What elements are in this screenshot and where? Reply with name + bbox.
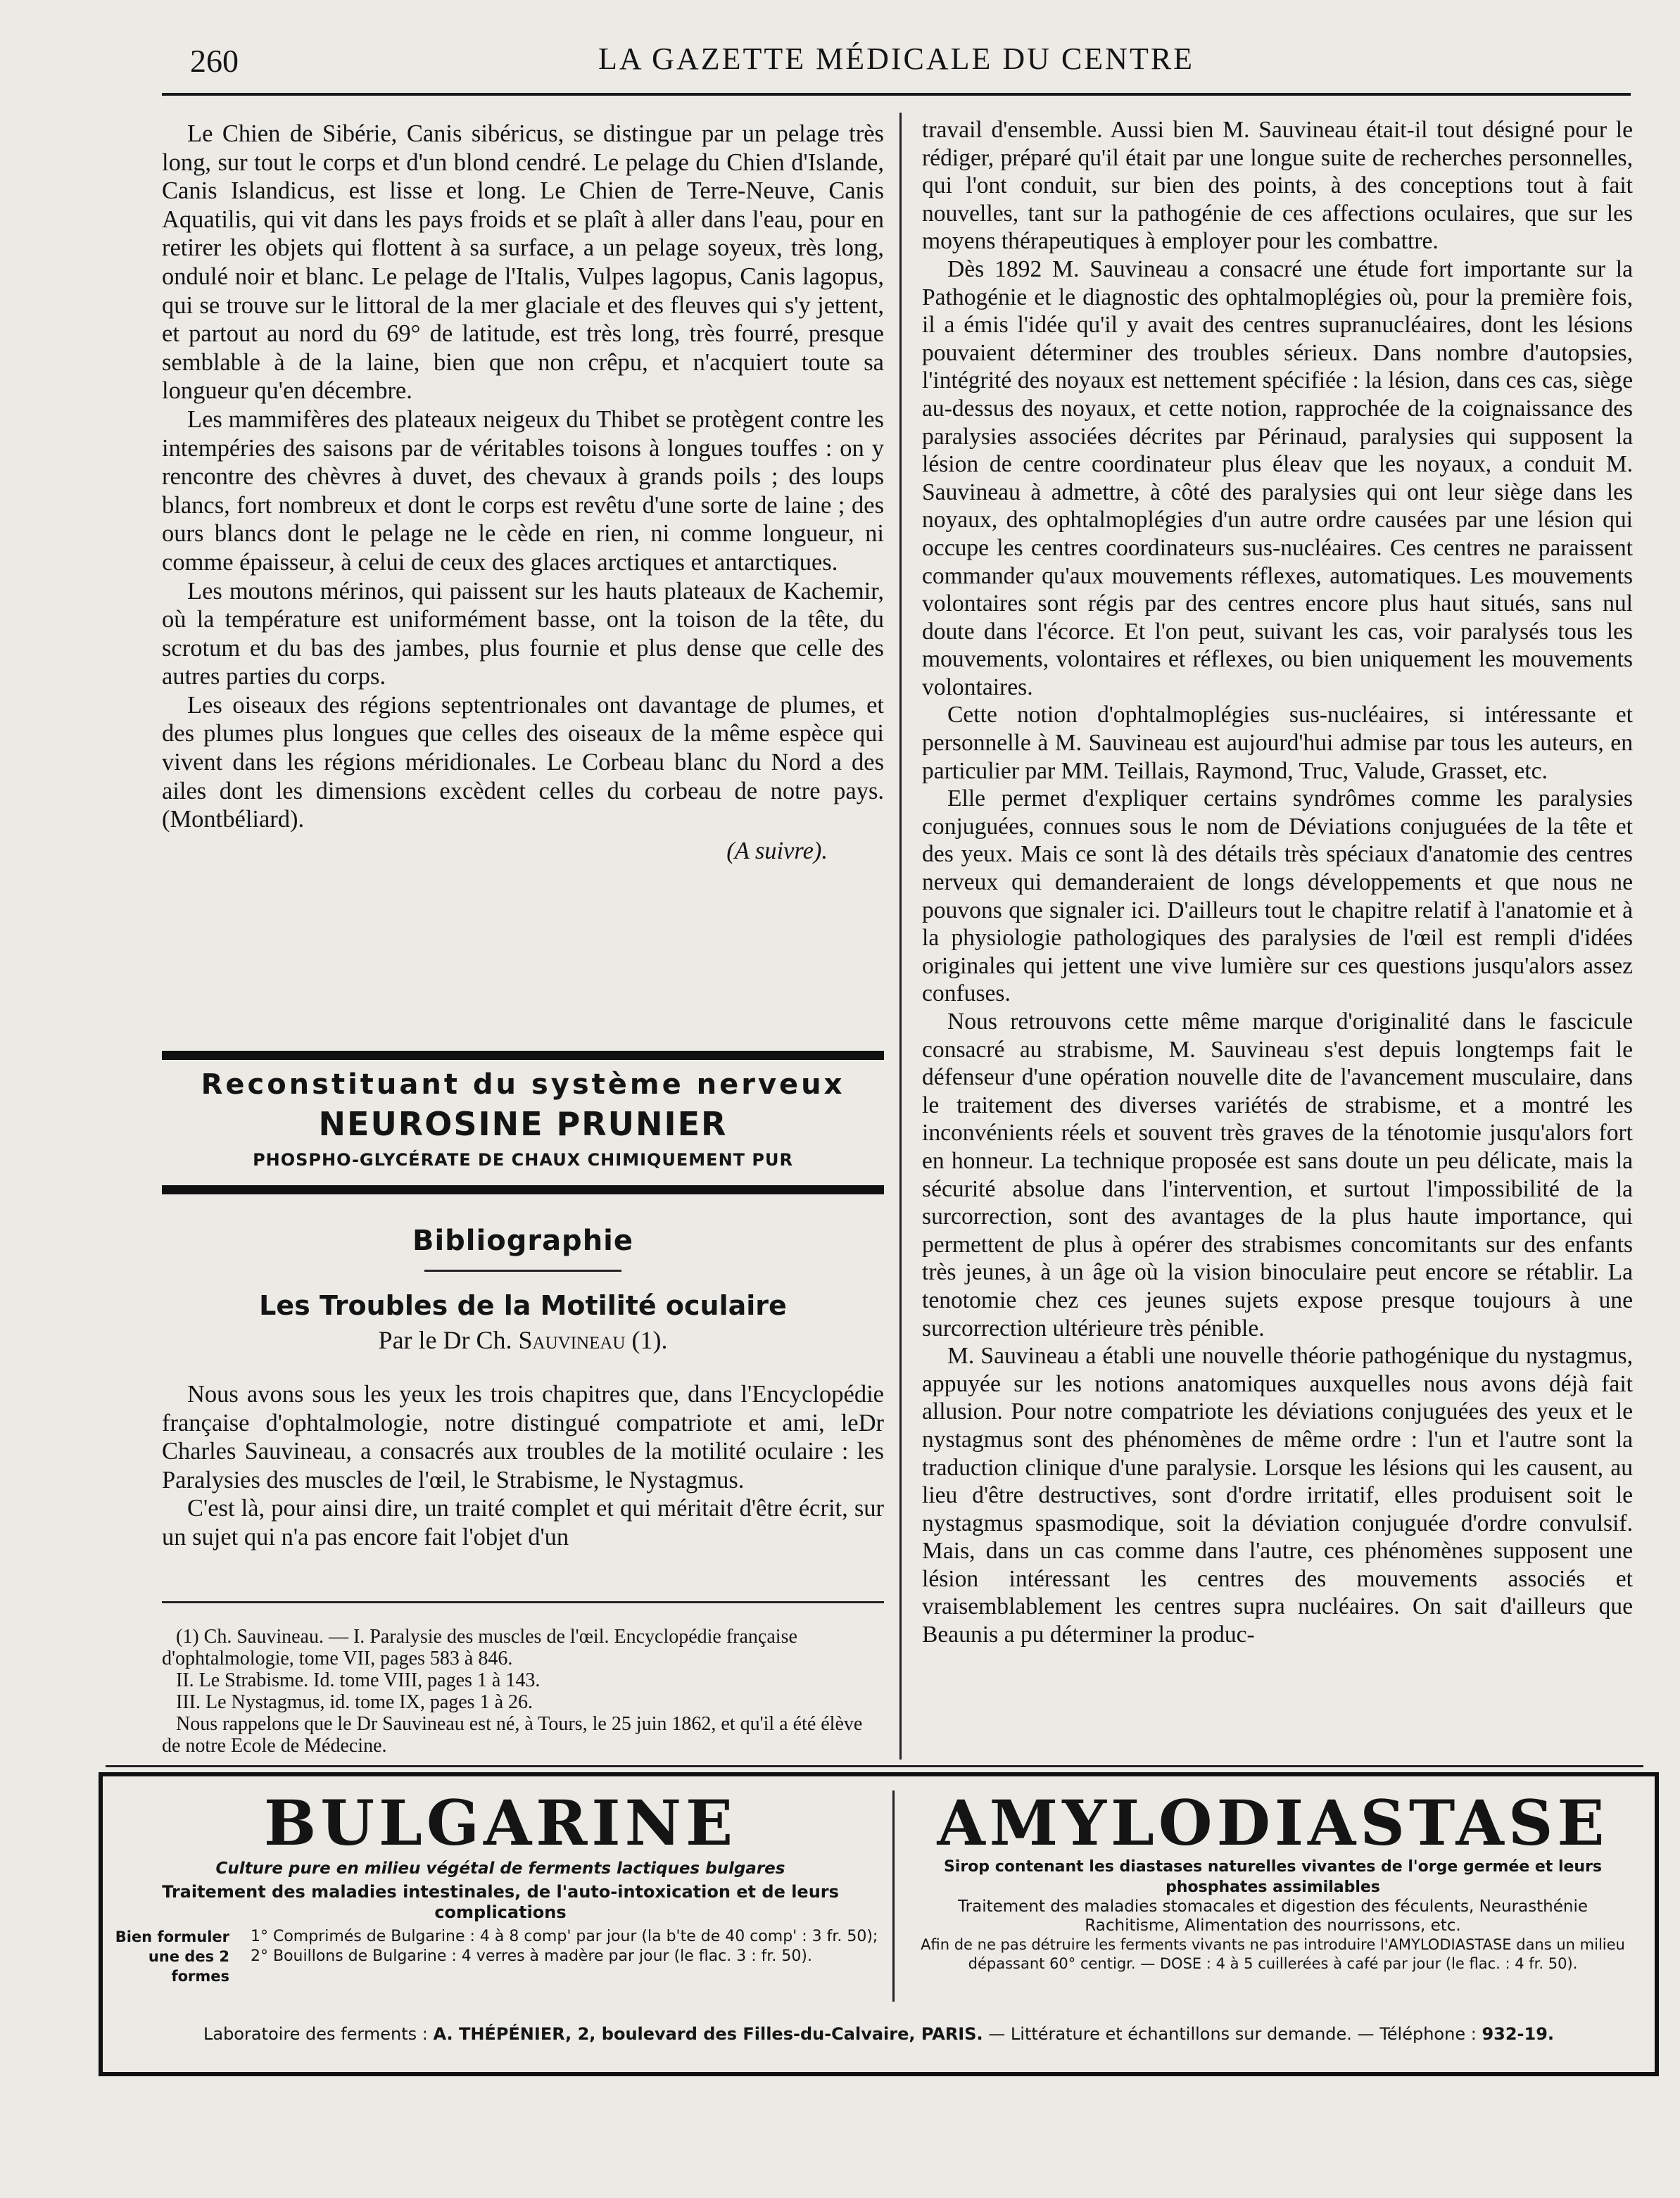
- article-paragraph: Les mammifères des plateaux neigeux du Thibet se protègent contre les intempéries des saisons par de véritables toisons à longues touffes : on y rencontre des chèvres à duvet, des chevaux à grands poils ; des loups blancs, fort nombreux et dont le corps est revêtu d'une sorte de laine ; des ours blancs dont le pelage ne le cède en rien, ni comme longueur, ni comme épaisseur, à celui de ceux des glaces arctiques et antarctiques.: [162, 405, 884, 576]
- bottom-advertisement: [99, 1772, 1659, 2076]
- ad-footer: [103, 2024, 1655, 2044]
- footnote: (1) Ch. Sauvineau. — I. Paralysie des muscles de l'œil. Encyclopédie française d'ophtalmologie, tome VII, pages 583 à 846.: [162, 1626, 797, 1669]
- article-paragraph: Elle permet d'expliquer certains syndrômes comme les paralysies conjuguées, connues sous le nom de Déviations conjuguées de la tête et des yeux. Mais ce sont là des détails très spéciaux d'anatomie des centres nerveux qui demanderaient de longs développements et que nous ne pouvons que signaler ici. D'ailleurs tout le chapitre relatif à l'anatomie et à la physiologie pathologiques des paralysies de l'œil est rempli d'idées originales qui jettent une vive lumière sur ces questions jusqu'alors assez confuses.: [922, 785, 1633, 1007]
- amylodiastase-line: Sirop contenant les diastases naturelles vivantes de l'orge germée et leurs phosphates assimilables: [943, 1858, 1603, 1896]
- footnote: Nous rappelons que le Dr Sauvineau est né, à Tours, le 25 juin 1862, et qu'il a été élève de notre Ecole de Médecine.: [162, 1713, 863, 1757]
- article-paragraph: Cette notion d'ophtalmoplégies sus-nucléaires, si intéressante et personnelle à M. Sauvineau est aujourd'hui admise par tous les auteurs, en particulier par MM. Teillais, Raymond, Truc, Valude, Grasset, etc.: [922, 702, 1633, 784]
- article-paragraph: Nous retrouvons cette même marque d'originalité dans le fascicule consacré au strabisme, M. Sauvineau s'est depuis longtemps fait le défenseur d'une opération nouvelle dite de l'avancement musculaire, dans le traitement des diverses variétés de strabisme, et a montré les inconvénients réels et souvent très graves de la ténotomie jusqu'alors fort en honneur. La technique proposée est sans doute un peu délicate, mais la sécurité absolue dans l'intervention, et surtout l'impossibilité de la surcorrection, sont des avantages de la plus haute importance, qui permettent de plus à opérer des strabismes concomitants sur des enfants très jeunes, à un âge où la vision binoculaire peut encore se rétablir. La tenotomie chez ces jeunes sujets expose presque toujours à une surcorrection ultérieure très pénible.: [922, 1009, 1633, 1341]
- byline: [162, 1325, 884, 1355]
- bulgarine-subtitle: Culture pure en milieu végétal de ferments lactiques bulgares: [215, 1859, 785, 1878]
- right-column: [922, 116, 1633, 1649]
- footnote-ref: (1).: [631, 1326, 668, 1354]
- footnote-rule: [162, 1601, 884, 1603]
- header-rule: [162, 93, 1631, 96]
- formula-label: Bien formuler: [115, 1928, 229, 1945]
- column-divider: [899, 113, 902, 1760]
- article-paragraph: travail d'ensemble. Aussi bien M. Sauvineau était-il tout désigné pour le rédiger, préparé qu'il était par une longue suite de recherches personnelles, qui l'ont conduit, sur bien des points, à des conceptions tout à fait nouvelles, tant sur la pathogénie de ces affections oculaires, que sur les moyens thérapeutiques à employer pour les combattre.: [922, 117, 1633, 255]
- bibliography-text: [162, 1380, 884, 1552]
- byline-prefix: Par le Dr Ch.: [378, 1326, 512, 1354]
- bibliography-section: [162, 1225, 884, 1552]
- page-header: [162, 35, 1631, 99]
- article-paragraph: Nous avons sous les yeux les trois chapitres que, dans l'Encyclopédie française d'ophtalmologie, notre distingué compatriote et ami, leDr Charles Sauvineau, a consacrés aux troubles de la motilité oculaire : les Paralysies des muscles de l'œil, le Strabisme, le Nystagmus.: [162, 1381, 884, 1493]
- ad-top-line: [106, 1765, 1643, 1767]
- neurosine-ad: [162, 1051, 884, 1194]
- footer-rest: — Littérature et échantillons sur demande. — Téléphone :: [988, 2024, 1477, 2044]
- formula-label: une des 2 formes: [148, 1948, 229, 1985]
- bulgarine-ad: [110, 1776, 891, 2009]
- neurosine-description: PHOSPHO-GLYCÉRATE DE CHAUX CHIMIQUEMENT PUR: [253, 1150, 793, 1170]
- article-paragraph: Les oiseaux des régions septentrionales ont davantage de plumes, et des plumes plus longues que celles des oiseaux de la même espèce qui vivent dans les régions méridionales. Le Corbeau blanc du Nord a des ailes dont les dimensions excèdent celles du corbeau de notre pays. (Montbéliard).: [162, 691, 884, 833]
- footer-lab: Laboratoire des ferments :: [203, 2024, 428, 2044]
- amylodiastase-line: Traitement des maladies stomacales et digestion des féculents, Neurasthénie: [957, 1897, 1588, 1916]
- ad-bottom-rule: [162, 1185, 884, 1194]
- left-column: [162, 120, 884, 865]
- neurosine-tagline: Reconstituant du système nerveux: [201, 1068, 845, 1101]
- footer-phone: 932-19.: [1482, 2024, 1555, 2044]
- article-paragraph: Les moutons mérinos, qui paissent sur les hauts plateaux de Kachemir, où la température est uniformément basse, ont la toison de la tête, du scrotum et du bas des jambes, plus fournie et plus dense que celle des autres parties du corps.: [162, 577, 884, 690]
- amylodiastase-line: Rachitisme, Alimentation des nourrissons, etc.: [1085, 1916, 1461, 1935]
- page-number: 260: [190, 43, 239, 79]
- footnote: II. Le Strabisme. Id. tome VIII, pages 1 à 143.: [176, 1669, 541, 1691]
- form-option: 2° Bouillons de Bulgarine : 4 verres à madère par jour (le flac. 3 : fr. 50).: [251, 1947, 812, 1965]
- to-be-continued: (A suivre).: [726, 837, 828, 864]
- article-title: Les Troubles de la Motilité oculaire: [259, 1290, 787, 1321]
- ad-top-rule: [162, 1051, 884, 1060]
- article-paragraph: Le Chien de Sibérie, Canis sibéricus, se distingue par un pelage très long, sur tout le corps et d'un blond cendré. Le pelage du Chien d'Islande, Canis Islandicus, est lisse et long. Le Chien de Terre-Neuve, Canis Aquatilis, qui vit dans les pays froids et se plaît à aller dans l'eau, pour en retirer les objets qui flottent à sa surface, a un pelage soyeux, très long, ondulé noir et blanc. Le pelage de l'Italis, Vulpes lagopus, Canis lagopus, qui se trouve sur le littoral de la mer glaciale et des fleuves qui s'y jettent, et partout au nord du 69° de latitude, est très long, très fourré, presque semblable à de la laine, bien que non crêpu, et n'acquiert toute sa longueur qu'en décembre.: [162, 120, 884, 405]
- amylodiastase-name: AMYLODIASTASE: [937, 1786, 1609, 1859]
- footnote: III. Le Nystagmus, id. tome IX, pages 1 à 26.: [176, 1691, 533, 1713]
- formula-forms: [229, 1927, 878, 1986]
- formula-labels: [110, 1927, 229, 1986]
- bulgarine-name: BULGARINE: [263, 1786, 738, 1859]
- amylodiastase-line: Afin de ne pas détruire les ferments vivants ne pas introduire l'AMYLODIASTASE dans un milieu: [921, 1936, 1625, 1953]
- amylodiastase-ad: [898, 1776, 1648, 2009]
- section-title: Bibliographie: [412, 1225, 634, 1257]
- author-name: Sauvineau: [518, 1326, 626, 1354]
- ad-divider: [892, 1790, 895, 2002]
- journal-title: LA GAZETTE MÉDICALE DU CENTRE: [598, 42, 1195, 76]
- article-paragraph: Dès 1892 M. Sauvineau a consacré une étude fort importante sur la Pathogénie et le diagnostic des ophtalmoplégies où, pour la première fois, il a émis l'idée qu'il y avait des centres supranucléaires, dont les lésions pouvaient déterminer des troubles sérieux. Dans nombre d'autopsies, l'intégrité des noyaux est nettement spécifiée : la lésion, dans ces cas, siège au-dessus des noyaux, et cette notion, rapprochée de la coignaissance des paralysies associées décrites par Périnaud, paralysies qui supposent la lésion de centre coordinateur plus éleav que les noyaux, a conduit M. Sauvineau à admettre, à côté des paralysies qui ont leur siège dans les noyaux, des ophtalmoplégies d'un autre ordre causées par une lésion qui occupe les centres coordinateurs sus-nucléaires. Ces centres ne paraissent commander qu'aux mouvements réflexes, automatiques. Les mouvements volontaires sont régis par des centres encore plus haut situés, sans nul doute dans l'écorce. Et l'on peut, suivant les cas, voir paralysés tous les mouvements, volontaires et réflexes, ou bien uniquement les mouvements volontaires.: [922, 255, 1633, 700]
- neurosine-name: NEUROSINE PRUNIER: [318, 1105, 728, 1143]
- article-paragraph: M. Sauvineau a établi une nouvelle théorie pathogénique du nystagmus, appuyée sur les notions anatomiques auxquelles nous avons déjà fait allusion. Pour notre compatriote les déviations conjuguées des yeux et le nystagmus sont des phénomènes de même ordre : l'un et l'autre sont la traduction clinique d'une paralysie. Lorsque les lésions qui les causent, au lieu d'être destructives, sont d'ordre irritatif, elles produisent soit le nystagmus spasmodique, soit la déviation conjuguée d'ordre convulsif. Mais, dans un cas comme dans l'autre, ces phénomènes supposent une lésion intéressant les centres des mouvements associés et vraisemblablement les centres supra nucléaires. On sait d'ailleurs que Beaunis a pu déterminer la produc-: [922, 1343, 1633, 1648]
- article-paragraph: C'est là, pour ainsi dire, un traité complet et qui méritait d'être écrit, sur un sujet qui n'a pas encore fait l'objet d'un: [162, 1495, 884, 1550]
- bulgarine-dosage: [110, 1927, 891, 1986]
- section-rule: [424, 1270, 621, 1272]
- footer-name: A. THÉPÉNIER, 2, boulevard des Filles-du-Calvaire, PARIS.: [433, 2024, 983, 2044]
- bulgarine-indication: Traitement des maladies intestinales, de l'auto-intoxication et de leurs complications: [162, 1882, 839, 1922]
- footnotes: [162, 1626, 884, 1757]
- form-option: 1° Comprimés de Bulgarine : 4 à 8 comp' par jour (la b'te de 40 comp' : 3 fr. 50);: [251, 1928, 878, 1945]
- amylodiastase-line: dépassant 60° centigr. — DOSE : 4 à 5 cuillerées à café par jour (le flac. : 4 fr. 50).: [968, 1955, 1578, 1972]
